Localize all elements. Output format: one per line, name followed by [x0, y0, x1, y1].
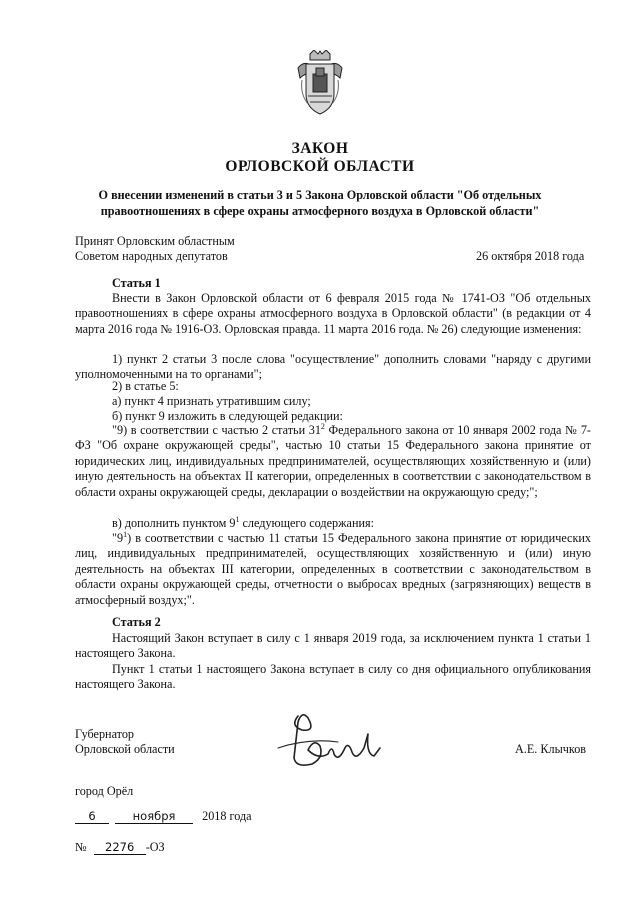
article-1-item-1: 1) пункт 2 статьи 3 после слова "осуществление" дополнить словами "наряду с другими уполномоченными на то органами";: [75, 352, 591, 382]
subtitle-line-2: правоотношениях в сфере охраны атмосферного воздуха в Орловской области": [100, 203, 540, 218]
governor-name: А.Е. Клычков: [515, 742, 587, 756]
item-2v-text-start: в) дополнить пунктом 9: [112, 516, 236, 530]
adoption-line-2: Советом народных депутатов: [75, 249, 228, 263]
handwritten-signature: [268, 708, 408, 772]
law-number: [75, 840, 165, 855]
article-1-item-2b: б) пункт 9 изложить в следующей редакции:: [112, 409, 343, 423]
article-1-item-2v: [75, 516, 591, 531]
quote-9-text-start: "9) в соответствии с частью 2 статьи 31: [112, 423, 321, 437]
governor-title-line-2: Орловской области: [75, 742, 175, 756]
city-line: город Орёл: [75, 784, 134, 798]
date-day: 6: [75, 810, 109, 824]
adoption-date: 26 октября 2018 года: [476, 249, 585, 263]
quote-9-superscript: 2: [320, 421, 325, 431]
article-1-quote-9: [75, 423, 591, 500]
article-2-paragraph-1: Настоящий Закон вступает в силу с 1 января 2019 года, за исключением пункта 1 статьи 1 настоящего Закона.: [75, 631, 591, 661]
item-2v-superscript: 1: [235, 514, 240, 524]
number-suffix: -ОЗ: [145, 840, 165, 854]
article-1-quote-9-1: [75, 531, 591, 608]
article-2-heading: Статья 2: [112, 615, 161, 629]
article-1-heading: Статья 1: [112, 276, 161, 290]
quote-9-1-superscript: 1: [123, 529, 128, 539]
article-1-item-2a: а) пункт 4 признать утратившим силу;: [112, 394, 311, 408]
number-value: 2276: [94, 841, 146, 855]
item-2v-text-end: следующего содержания:: [239, 516, 374, 530]
date-year: 2018 года: [202, 809, 252, 823]
article-2-paragraph-2: Пункт 1 статьи 1 настоящего Закона вступает в силу со дня официального опубликования настоящего Закона.: [75, 662, 591, 692]
quote-9-1-text-start: "9: [112, 531, 124, 545]
quote-9-text-end: Федерального закона от 10 января 2002 года № 7-ФЗ "Об охране окружающей среды", частью 10 статьи 15 Федерального закона принятие от юридических лиц, индивидуальных предпринимателей, осуществляющих хозяйственную и (или) иную деятельность на объектах II категории, определенных в соответствии с законодательством в области охраны окружающей среды, декларации о воздействии на окружающую среду;";: [75, 423, 591, 499]
document-title-region: ОРЛОВСКОЙ ОБЛАСТИ: [225, 158, 415, 175]
law-subtitle: [90, 188, 550, 219]
date-month: ноября: [115, 810, 193, 824]
quote-9-1-text-end: ) в соответствии с частью 11 статьи 15 Федерального закона принятие от юридических лиц, индивидуальных предпринимателей, осуществляющих хозяйственную и (или) иную деятельность на объектах III категории, определенных в соответствии с законодательством в области охраны окружающей среды, отчетности о выбросах вредных (загрязняющих) веществ в атмосферный воздух;".: [75, 531, 591, 607]
article-1-intro: Внести в Закон Орловской области от 6 февраля 2015 года № 1741-ОЗ "Об отдельных правоотношениях в сфере охраны атмосферного воздуха в Орловской области" (в редакции от 4 марта 2016 года № 1916-ОЗ. Орловская правда. 11 марта 2016 года. № 26) следующие изменения:: [75, 291, 591, 336]
signing-date: [75, 809, 252, 824]
subtitle-line-1: О внесении изменений в статьи 3 и 5 Закона Орловской области "Об отдельных: [98, 188, 542, 202]
adoption-line-1: Принят Орловским областным: [75, 234, 235, 248]
document-title: ЗАКОН: [291, 140, 349, 157]
coat-of-arms-icon: [296, 50, 344, 116]
governor-title-line-1: Губернатор: [75, 727, 135, 741]
article-1-item-2: 2) в статье 5:: [112, 379, 179, 393]
number-sign: №: [75, 840, 87, 854]
